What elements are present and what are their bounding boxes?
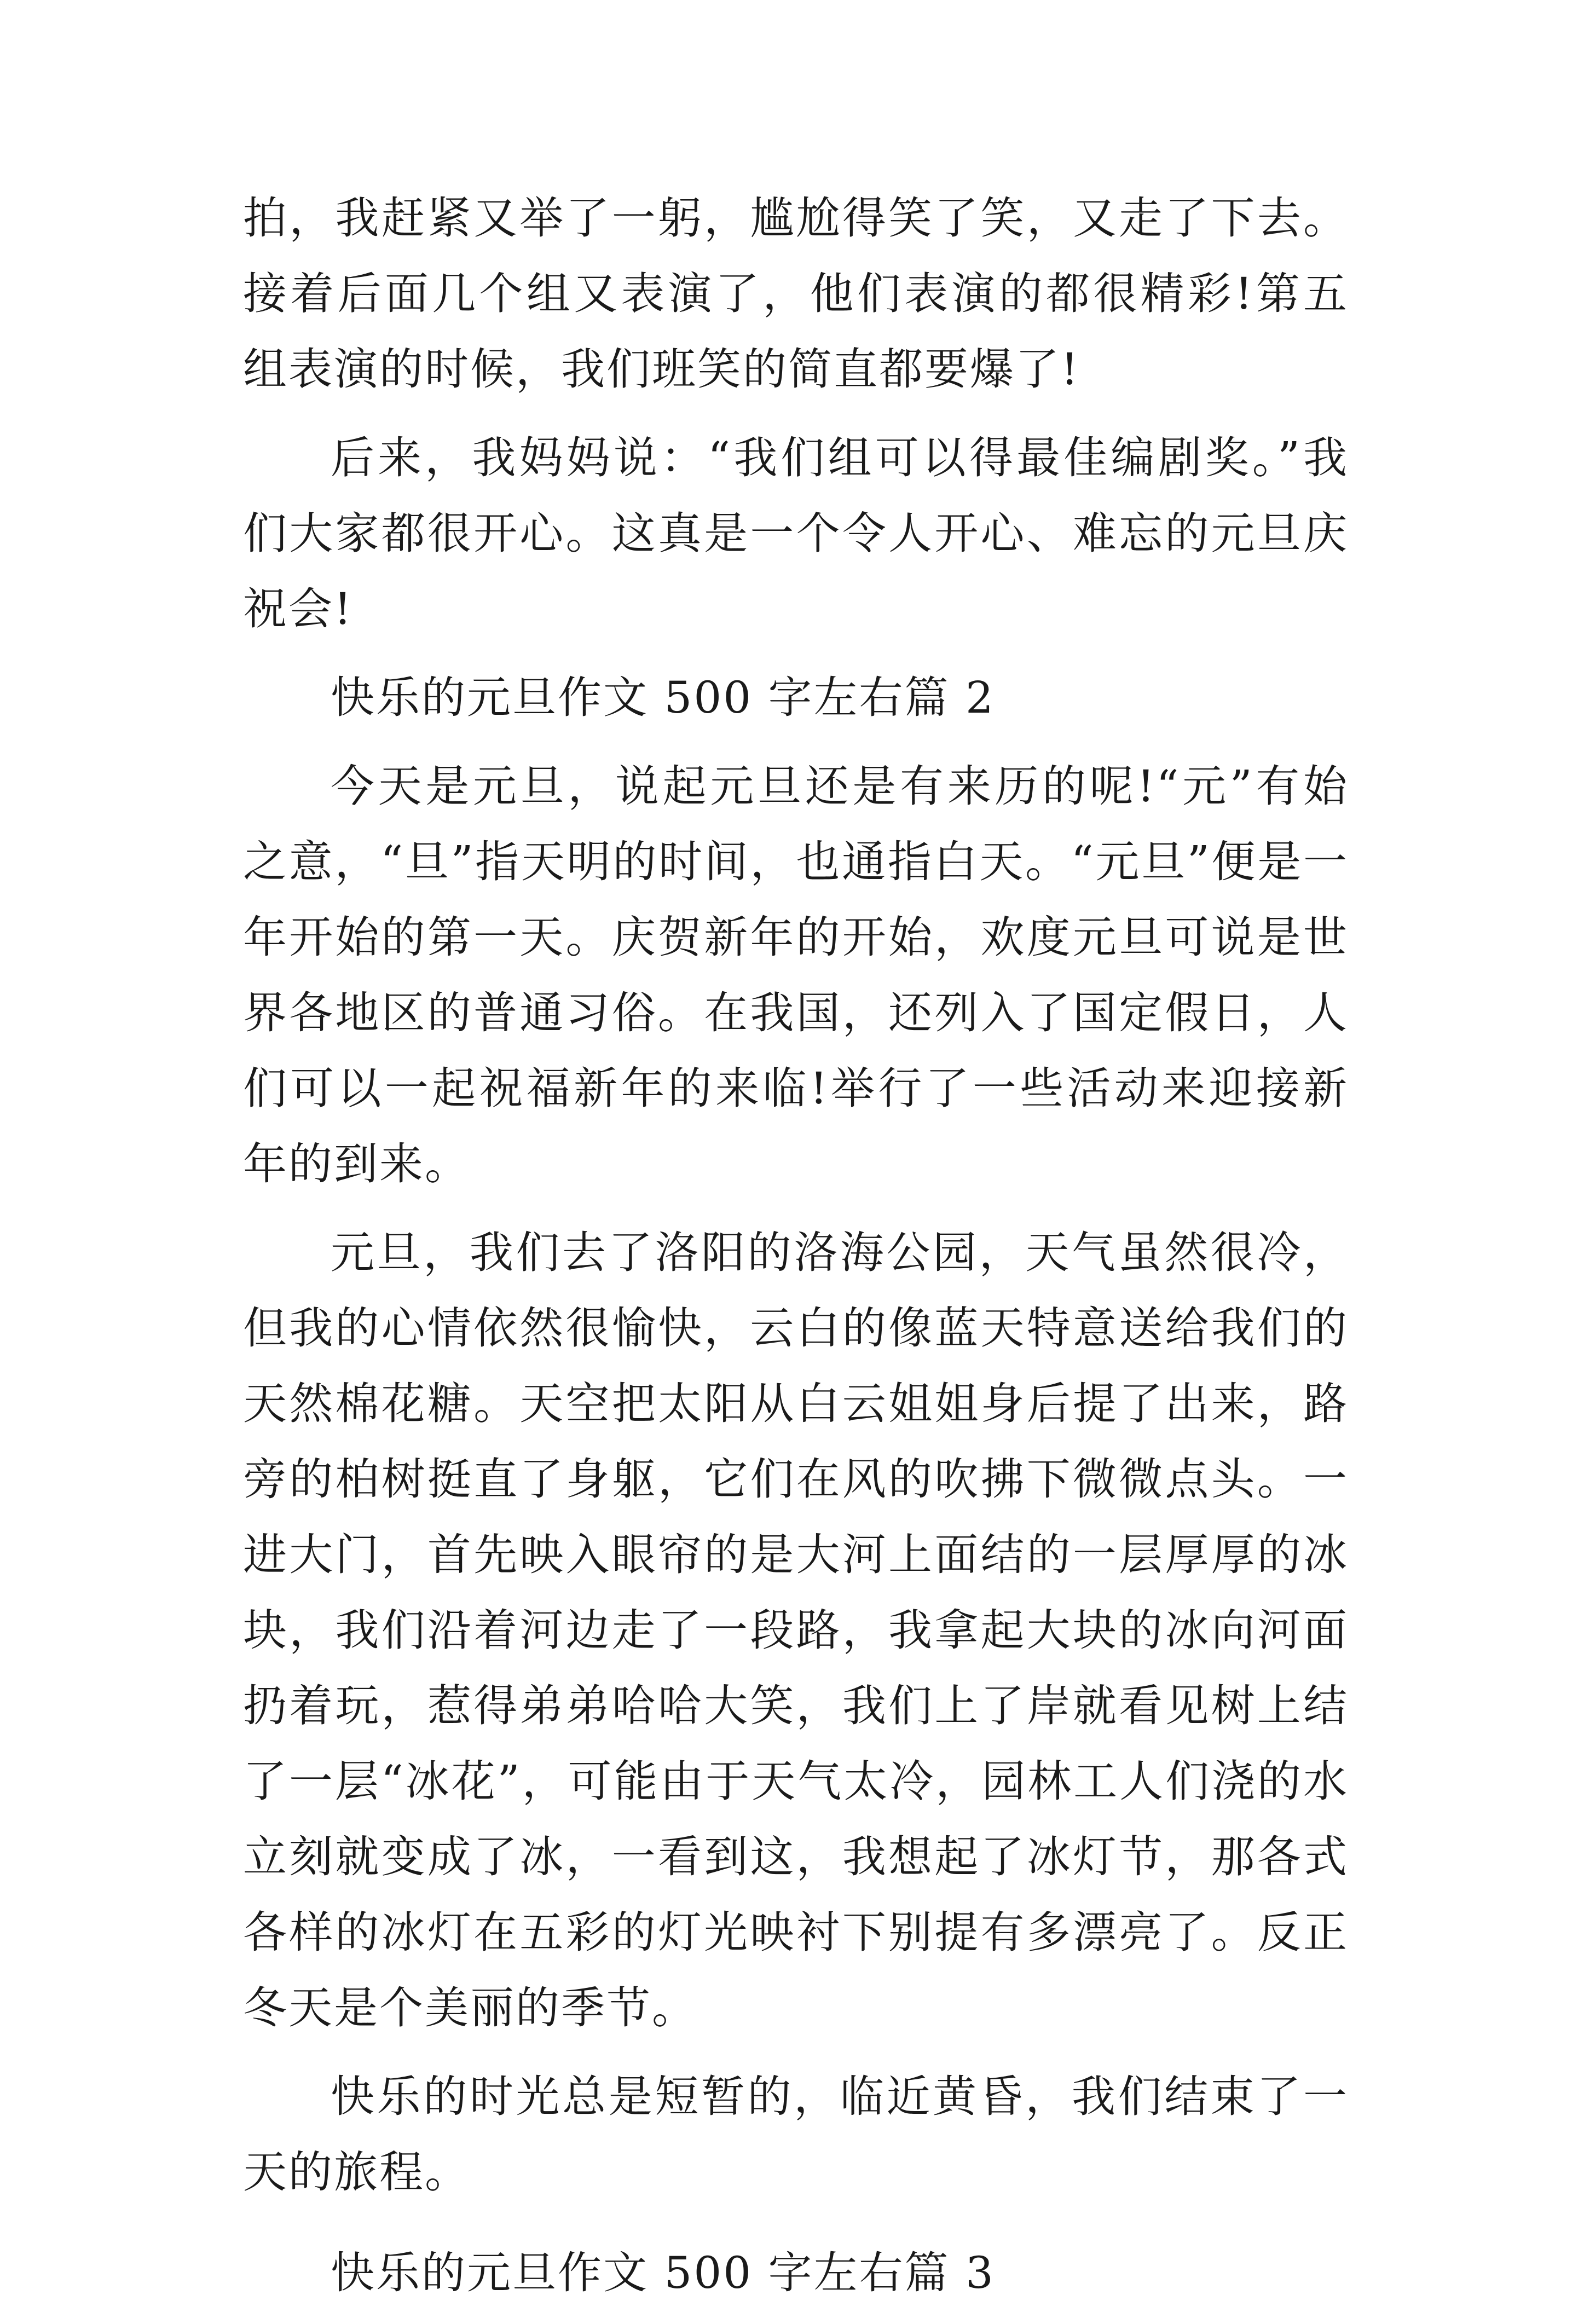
- paragraph-ending: 后来，我妈妈说：“我们组可以得最佳编剧奖。”我们大家都很开心。这真是一个令人开心、难忘的元旦庆祝会!: [243, 432, 1349, 634]
- paragraph-park-visit: 元旦，我们去了洛阳的洛海公园，天气虽然很冷，但我的心情依然很愉快，云白的像蓝天特意送给我们的天然棉花糖。天空把太阳从白云姐姐身后提了出来，路旁的柏树挺直了身躯，它们在风的吹拂下微微点头。一进大门，首先映入眼帘的是大河上面结的一层厚厚的冰块，我们沿着河边走了一段路，我拿起大块的冰向河面扔着玩，惹得弟弟哈哈大笑，我们上了岸就看见树上结了一层“冰花”，可能由于天气太冷，园林工人们浇的水立刻就变成了冰，一看到这，我想起了冰灯节，那各式各样的冰灯在五彩的灯光映衬下别提有多漂亮了。反正冬天是个美丽的季节。: [243, 1227, 1349, 2033]
- document-body: [243, 181, 1349, 2324]
- paragraph-intro: 今天是元旦，说起元旦还是有来历的呢!“元”有始之意，“旦”指天明的时间，也通指白天。“元旦”便是一年开始的第一天。庆贺新年的开始，欢度元旦可说是世界各地区的普通习俗。在我国，还列入了国定假日，人们可以一起祝福新年的来临!举行了一些活动来迎接新年的到来。: [243, 761, 1349, 1189]
- paragraph-conclusion: 快乐的时光总是短暂的，临近黄昏，我们结束了一天的旅程。: [243, 2071, 1349, 2198]
- paragraph-continuation: 拍，我赶紧又举了一躬，尴尬得笑了笑，又走了下去。接着后面几个组又表演了，他们表演的都很精彩!第五组表演的时候，我们班笑的简直都要爆了!: [243, 193, 1349, 395]
- section-heading-3: 快乐的元旦作文 500 字左右篇 3: [331, 2247, 995, 2298]
- section-heading-2: 快乐的元旦作文 500 字左右篇 2: [331, 672, 995, 723]
